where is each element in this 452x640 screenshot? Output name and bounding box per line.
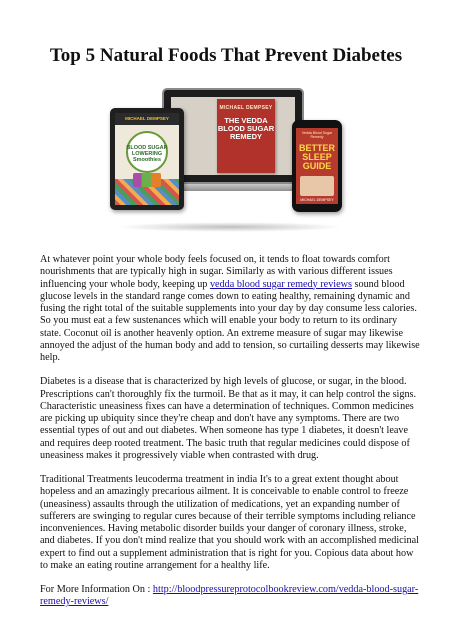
product-hero-image: [110, 86, 350, 236]
ebook-title: THE VEDDA BLOOD SUGAR REMEDY: [217, 116, 275, 141]
more-info-link[interactable]: http://bloodpressureprotocolbookreview.com/vedda-blood-sugar-remedy-reviews/: [40, 584, 419, 608]
tablet-cover-header: [115, 113, 179, 125]
more-info-label: For More Information On :: [40, 584, 153, 595]
phone-author: MICHAEL DEMPSEY: [300, 198, 334, 202]
tablet-cover: [115, 113, 179, 205]
page-title: Top 5 Natural Foods That Prevent Diabetes: [49, 45, 403, 66]
article-body: [40, 254, 420, 621]
vedda-reviews-link[interactable]: vedda blood sugar remedy reviews: [209, 278, 352, 290]
phone-device: [292, 120, 342, 212]
phone-cover: [296, 128, 338, 204]
more-info-line: [40, 584, 420, 609]
phone-title: BETTER SLEEP GUIDE: [299, 143, 335, 171]
smoothie-jars-illustration: [133, 173, 161, 187]
paragraph-1: [40, 254, 420, 364]
hero-shadow: [116, 222, 344, 232]
paragraph-3: Traditional Treatments leucoderma treatment in india It's to a great extent thought about hopeless and an amazingly precarious ailment. It is conceivable to enable control to freeze (uneasiness) assaults through the utilization of medications, yet an expanding number of sufferers are swinging to regular cures because of their terrible symptoms including reliance inconveniences. Having metabolic disorder builds your danger of coronary illness, stroke, and diabetes. If you don't mind realize that you should work with an accomplished medicinal expert to find out a supplement administration that is right for you. Copious data about how to make an eating routine arrangement for a healthy life.: [40, 474, 419, 571]
tablet-author: MICHAEL DEMPSEY: [125, 116, 169, 121]
tablet-title: BLOOD SUGAR LOWERING Smoothies: [126, 145, 168, 163]
paragraph-1-text-a: At whatever point your whole body feels focused on, it tends to float towards comfort nourishments that are typically high in sugar. Similarly as with various different issues influencing your whole body, keeping up: [40, 254, 393, 290]
paragraph-1-text-b: sound blood glucose levels in the standard range comes down to eating healthy, remaining dynamic and fusing the right total of the suitable supplements into your day by day consume less calories. So you must eat a few sustenances which will enable your body to return to its ordinary state. Coconut oil is another heavenly option. An extreme measure of sugar may likewise annoyed the adjust of the human body and add to tension, so curtailing desserts may likewise help.: [40, 278, 420, 363]
laptop-display: [171, 97, 295, 175]
phone-cover-header: Vedda Blood Sugar Remedy: [301, 131, 333, 139]
ebook-cover: [217, 99, 275, 173]
bed-illustration: [300, 176, 334, 196]
tablet-device: [110, 108, 184, 210]
paragraph-2: Diabetes is a disease that is characterized by high levels of glucose, or sugar, in the blood. Prescriptions can't thoroughly fix the turmoil. Be that as it may, it can help control the signs. Characteristic uneasiness fixes can have a determination of techniques. Common medicines are picking up ubiquity since they're cheap and don't have any symptoms. There are two essential types of out and out diabetes. When someone has type 1 diabetes, it doesn't leave and requires deep rooted treatment. The basic truth that regular medicines could dispose of uneasiness makes it progressively viable when contrasted with drug.: [40, 376, 417, 461]
ebook-author: MICHAEL DEMPSEY: [219, 105, 273, 111]
